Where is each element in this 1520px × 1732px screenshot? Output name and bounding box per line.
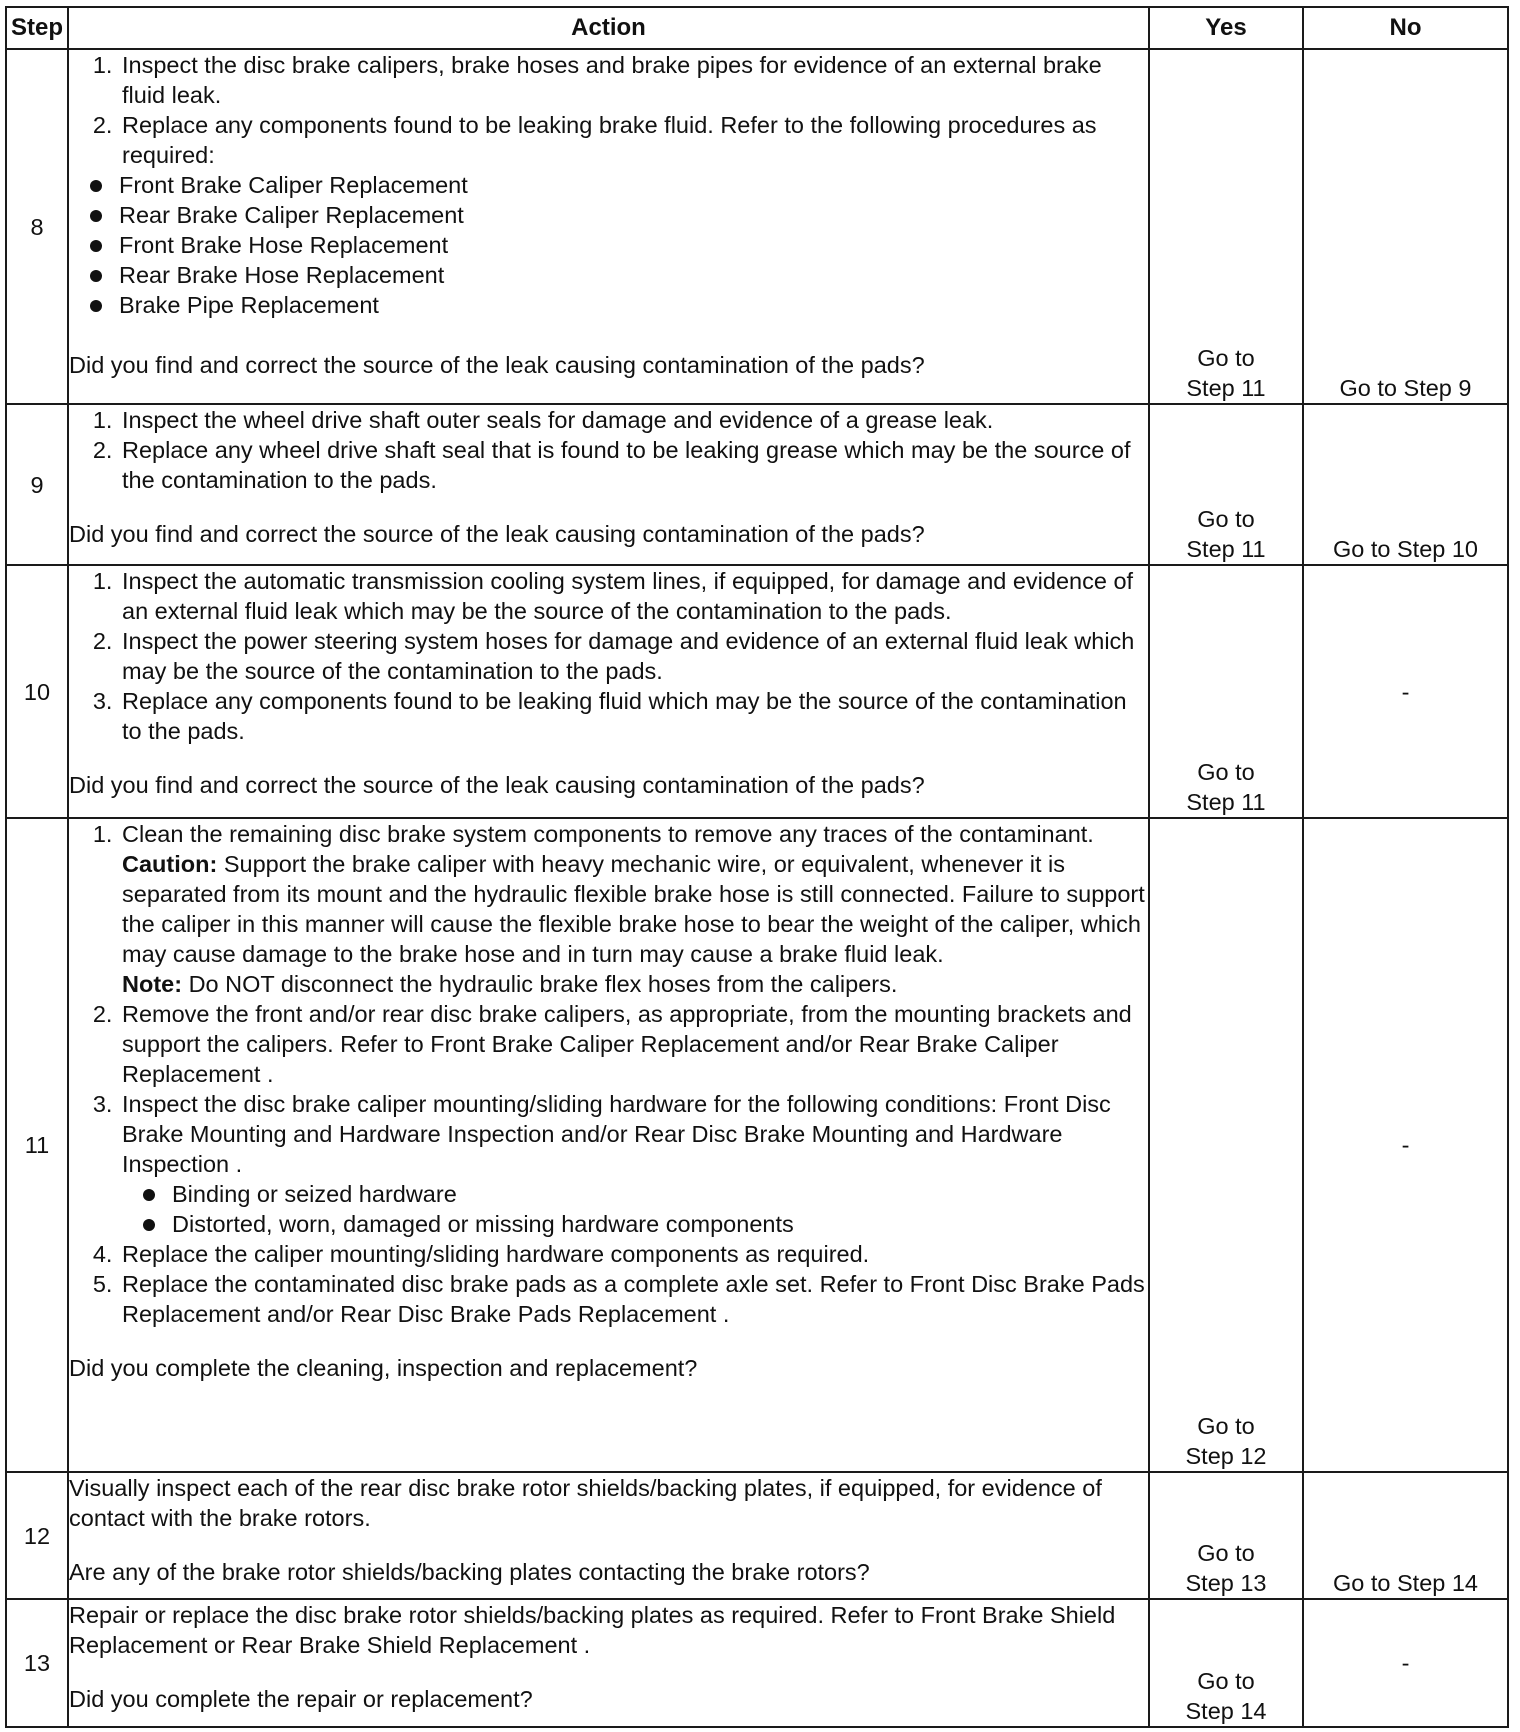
table-row [6, 404, 1508, 565]
step-number: 8 [6, 49, 68, 404]
action-steps [69, 819, 1148, 1329]
note [122, 969, 1148, 999]
yes-goto: Go to [1197, 506, 1255, 532]
action-steps [69, 50, 1148, 170]
table-row [6, 565, 1508, 818]
yes-step: Step 11 [1186, 789, 1266, 815]
no-cell: - [1303, 565, 1508, 818]
action-step: 5. Replace the contaminated disc brake pads as a complete axle set. Refer to Front Disc Brake Pads Replacement and/or Rear Disc Brake Pads Replacement . [119, 1269, 1148, 1329]
note-text: Do NOT disconnect the hydraulic brake flex hoses from the calipers. [182, 971, 898, 997]
action-step: 1. Inspect the wheel drive shaft outer seals for damage and evidence of a grease leak. [119, 405, 1148, 435]
table-row [6, 818, 1508, 1472]
action-step: 2. Remove the front and/or rear disc brake calipers, as appropriate, from the mounting brackets and support the calipers. Refer to Front Brake Caliper Replacement and/or Rear Brake Caliper Replacement . [119, 999, 1148, 1089]
header-row [6, 7, 1508, 49]
caution-note [122, 849, 1148, 969]
table-row [6, 1599, 1508, 1727]
action-cell [68, 818, 1149, 1472]
yes-step: Step 12 [1185, 1443, 1267, 1469]
no-cell: Go to Step 10 [1303, 404, 1508, 565]
yes-goto: Go to [1197, 1540, 1255, 1566]
table-row [6, 49, 1508, 404]
instruction-text: Repair or replace the disc brake rotor shields/backing plates as required. Refer to Front Brake Shield Replacement or Rear Brake Shield Replacement . [69, 1602, 1116, 1658]
action-step: 2. Replace any components found to be leaking brake fluid. Refer to the following procedures as required: [119, 110, 1148, 170]
question: Did you find and correct the source of the leak causing contamination of the pads? [69, 772, 925, 798]
question: Did you find and correct the source of the leak causing contamination of the pads? [69, 521, 925, 547]
yes-cell [1149, 818, 1303, 1472]
yes-cell [1149, 565, 1303, 818]
action-step-text: Inspect the disc brake caliper mounting/sliding hardware for the following conditions: Front Disc Brake Mounting and Hardware Inspection and/or Rear Disc Brake Mounting and Hardware Inspection . [122, 1091, 1111, 1177]
yes-step: Step 11 [1186, 536, 1266, 562]
table-row [6, 1472, 1508, 1599]
yes-step: Step 11 [1186, 375, 1266, 401]
action-steps [69, 405, 1148, 495]
step-number: 10 [6, 565, 68, 818]
action-cell [68, 1599, 1149, 1727]
action-step [119, 1089, 1148, 1239]
question: Did you find and correct the source of the leak causing contamination of the pads? [69, 352, 925, 378]
caution-label: Caution: [122, 851, 218, 877]
procedure-item: Brake Pipe Replacement [119, 290, 1148, 320]
procedure-item: Rear Brake Caliper Replacement [119, 200, 1148, 230]
procedure-item: Front Brake Hose Replacement [119, 230, 1148, 260]
action-step: 2. Replace any wheel drive shaft seal that is found to be leaking grease which may be the source of the contamination to the pads. [119, 435, 1148, 495]
action-step [119, 819, 1148, 999]
header-yes: Yes [1149, 7, 1303, 49]
caution-text: Support the brake caliper with heavy mechanic wire, or equivalent, whenever it is separated from its mount and the hydraulic flexible brake hose is still connected. Failure to support the caliper in this manner will cause the flexible brake hose to bear the weight of the caliper, which may cause damage to the brake hose and in turn may cause a brake fluid leak. [122, 851, 1145, 967]
no-cell: Go to Step 14 [1303, 1472, 1508, 1599]
action-cell [68, 404, 1149, 565]
yes-goto: Go to [1197, 1413, 1255, 1439]
procedure-item: Front Brake Caliper Replacement [119, 170, 1148, 200]
header-no: No [1303, 7, 1508, 49]
step-number: 11 [6, 818, 68, 1472]
question: Are any of the brake rotor shields/backing plates contacting the brake rotors? [69, 1559, 870, 1585]
no-cell: Go to Step 9 [1303, 49, 1508, 404]
condition-list [122, 1179, 1148, 1239]
instruction-text: Visually inspect each of the rear disc brake rotor shields/backing plates, if equipped, for evidence of contact with the brake rotors. [69, 1475, 1102, 1531]
condition-item: Binding or seized hardware [172, 1179, 1148, 1209]
condition-item: Distorted, worn, damaged or missing hardware components [172, 1209, 1148, 1239]
action-cell [68, 1472, 1149, 1599]
note-label: Note: [122, 971, 183, 997]
header-step: Step [6, 7, 68, 49]
no-cell: - [1303, 1599, 1508, 1727]
action-step: 1. Inspect the automatic transmission cooling system lines, if equipped, for damage and evidence of an external fluid leak which may be the source of the contamination to the pads. [119, 566, 1148, 626]
yes-cell [1149, 49, 1303, 404]
yes-goto: Go to [1197, 759, 1255, 785]
yes-goto: Go to [1197, 345, 1255, 371]
step-number: 13 [6, 1599, 68, 1727]
header-action: Action [68, 7, 1149, 49]
action-step-text: Clean the remaining disc brake system components to remove any traces of the contaminant. [122, 821, 1094, 847]
yes-goto: Go to [1197, 1668, 1255, 1694]
procedure-list [69, 170, 1148, 320]
question: Did you complete the cleaning, inspection and replacement? [69, 1355, 698, 1381]
step-number: 12 [6, 1472, 68, 1599]
action-step: 2. Inspect the power steering system hoses for damage and evidence of an external fluid leak which may be the source of the contamination to the pads. [119, 626, 1148, 686]
procedure-item: Rear Brake Hose Replacement [119, 260, 1148, 290]
action-steps [69, 566, 1148, 746]
step-number: 9 [6, 404, 68, 565]
question: Did you complete the repair or replacement? [69, 1686, 533, 1712]
action-cell [68, 49, 1149, 404]
diagnostic-table [5, 6, 1509, 1728]
no-cell: - [1303, 818, 1508, 1472]
yes-step: Step 14 [1185, 1698, 1267, 1724]
action-cell [68, 565, 1149, 818]
yes-cell [1149, 1472, 1303, 1599]
action-step: 1. Inspect the disc brake calipers, brake hoses and brake pipes for evidence of an external brake fluid leak. [119, 50, 1148, 110]
yes-step: Step 13 [1185, 1570, 1267, 1596]
action-step: 4. Replace the caliper mounting/sliding hardware components as required. [119, 1239, 1148, 1269]
action-step: 3. Replace any components found to be leaking fluid which may be the source of the contamination to the pads. [119, 686, 1148, 746]
yes-cell [1149, 1599, 1303, 1727]
yes-cell [1149, 404, 1303, 565]
